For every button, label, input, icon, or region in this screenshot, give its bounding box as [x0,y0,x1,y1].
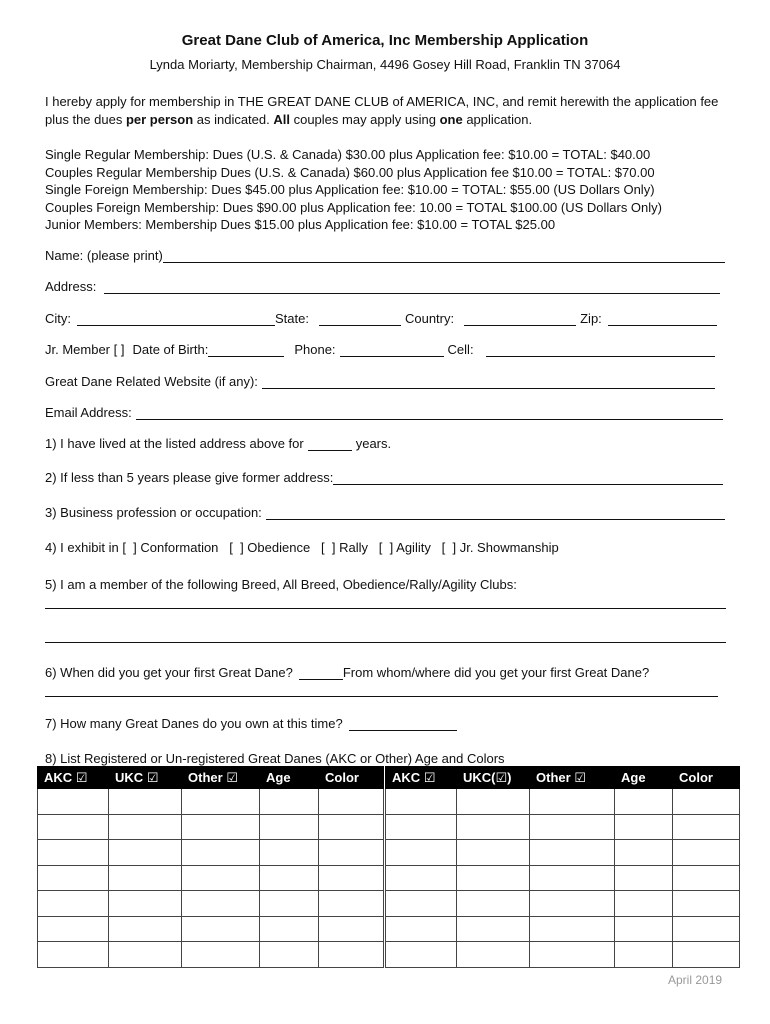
table-cell[interactable] [319,789,384,815]
table-cell[interactable] [109,891,182,917]
table-cell[interactable] [109,865,182,891]
table-cell[interactable] [109,814,182,840]
table-cell[interactable] [38,814,109,840]
table-cell[interactable] [530,814,615,840]
table-cell[interactable] [260,840,319,866]
fee-list [45,146,662,234]
name-label: Name: (please print) [45,248,163,263]
table-cell[interactable] [386,891,457,917]
q2-label: 2) If less than 5 years please give former address: [45,470,334,485]
header-akc: AKC ☑ [386,767,457,789]
table-cell[interactable] [530,840,615,866]
table-cell[interactable] [615,942,673,968]
table-cell[interactable] [457,789,530,815]
table-row [386,865,740,891]
table-cell[interactable] [530,891,615,917]
clubs-line-2[interactable] [45,642,726,643]
header-other: Other ☑ [182,767,260,789]
table-cell[interactable] [386,789,457,815]
table-cell[interactable] [319,814,384,840]
zip-label: Zip: [580,311,602,326]
table-cell[interactable] [386,840,457,866]
zip-field[interactable] [608,311,717,326]
table-cell[interactable] [457,814,530,840]
state-field[interactable] [319,311,401,326]
fee-line: Couples Regular Membership Dues (U.S. & Canada) $60.00 plus Application fee $10.00 = TOTAL: $70.00 [45,164,655,180]
right-table-body [386,789,740,968]
table-cell[interactable] [182,942,260,968]
intro-paragraph: I hereby apply for membership in THE GREAT DANE CLUB of AMERICA, INC, and remit herewith the application fee plus the dues per person as indicated. All couples may apply using one application. [45,94,719,127]
form-subtitle: Lynda Moriarty, Membership Chairman, 4496 Gosey Hill Road, Franklin TN 37064 [149,57,621,72]
question-4-exhibit-options[interactable]: 4) I exhibit in [ ] Conformation [ ] Obedience [ ] Rally [ ] Agility [ ] Jr. Showmanship [45,540,559,555]
header-color: Color [319,767,384,789]
table-cell[interactable] [109,840,182,866]
fee-line: Junior Members: Membership Dues $15.00 plus Application fee: $10.00 = TOTAL $25.00 [45,217,556,232]
question-5: 5) I am a member of the following Breed, All Breed, Obedience/Rally/Agility Clubs: [45,577,517,592]
q1-label: 1) I have lived at the listed address above for [45,436,304,451]
table-cell[interactable] [615,814,673,840]
table-cell[interactable] [319,891,384,917]
table-cell[interactable] [615,840,673,866]
years-field[interactable] [308,436,352,451]
table-cell[interactable] [260,814,319,840]
jr-member-checkbox[interactable]: Jr. Member [ ] [45,342,125,357]
table-row [38,942,384,968]
table-row [38,814,384,840]
phone-field[interactable] [340,342,444,357]
header-ukc: UKC ☑ [109,767,182,789]
address-row [45,279,720,294]
dob-label: Date of Birth: [132,342,209,357]
question-3 [45,505,725,520]
table-cell[interactable] [615,916,673,942]
table-row [386,789,740,815]
personal-row [45,342,715,357]
table-row [38,916,384,942]
table-row [386,840,740,866]
city-label: City: [45,311,71,326]
q1-suffix: years. [355,436,392,451]
table-cell[interactable] [673,916,740,942]
fee-line: Single Foreign Membership: Dues $45.00 plus Application fee: $10.00 = TOTAL: $55.00 (US Dollars Only) [45,182,655,197]
table-cell[interactable] [386,916,457,942]
table-cell[interactable] [182,865,260,891]
left-table-body [38,789,384,968]
table-cell[interactable] [673,814,740,840]
danes-owned-field[interactable] [349,716,457,731]
city-field[interactable] [77,311,275,326]
table-cell[interactable] [530,916,615,942]
table-cell[interactable] [319,916,384,942]
table-cell[interactable] [457,840,530,866]
table-cell[interactable] [38,789,109,815]
email-label: Email Address: [45,405,132,420]
website-field[interactable] [262,374,715,389]
form-title: Great Dane Club of America, Inc Membership Application [181,32,589,49]
city-row [45,311,717,326]
table-cell[interactable] [319,942,384,968]
header-akc: AKC ☑ [38,767,109,789]
table-cell[interactable] [109,916,182,942]
header-color: Color [673,767,740,789]
table-row [386,942,740,968]
table-row [386,891,740,917]
phone-label: Phone: [294,342,336,357]
fee-line: Single Regular Membership: Dues (U.S. & Canada) $30.00 plus Application fee: $10.00 = TOTAL: $40.00 [45,147,651,162]
clubs-line-1[interactable] [45,608,726,609]
table-cell[interactable] [319,865,384,891]
state-label: State: [275,311,309,326]
table-cell[interactable] [457,942,530,968]
question-2 [45,470,723,485]
table-row [38,789,384,815]
table-cell[interactable] [386,942,457,968]
website-label: Great Dane Related Website (if any): [45,374,258,389]
table-cell[interactable] [182,814,260,840]
cell-label: Cell: [447,342,474,357]
question-1 [45,436,391,451]
table-row [38,891,384,917]
table-cell[interactable] [457,891,530,917]
table-row [386,916,740,942]
table-cell[interactable] [260,865,319,891]
table-cell[interactable] [530,942,615,968]
dogs-table-left [37,766,384,968]
table-cell[interactable] [457,916,530,942]
question-8: 8) List Registered or Un-registered Great Danes (AKC or Other) Age and Colors [45,751,505,766]
website-row [45,374,715,389]
table-cell[interactable] [182,840,260,866]
table-cell[interactable] [673,891,740,917]
fee-line: Couples Foreign Membership: Dues $90.00 plus Application fee: 10.00 = TOTAL $100.00 (US Dollars Only) [45,199,662,215]
header-age: Age [615,767,673,789]
table-cell[interactable] [530,865,615,891]
table-cell[interactable] [673,840,740,866]
table-cell[interactable] [109,789,182,815]
table-cell[interactable] [386,814,457,840]
occupation-field[interactable] [266,505,725,520]
cell-field[interactable] [486,342,715,357]
address-label: Address: [45,279,97,294]
table-cell[interactable] [260,789,319,815]
header-age: Age [260,767,319,789]
q6-label-b: From whom/where did you get your first Great Dane? [342,665,650,680]
q7-label: 7) How many Great Danes do you own at this time? [45,716,343,731]
country-field[interactable] [464,311,576,326]
table-cell[interactable] [260,891,319,917]
table-cell[interactable] [673,789,740,815]
table-cell[interactable] [38,865,109,891]
table-cell[interactable] [615,891,673,917]
table-cell[interactable] [615,789,673,815]
table-cell[interactable] [319,840,384,866]
table-cell[interactable] [182,789,260,815]
table-cell[interactable] [38,942,109,968]
table-cell[interactable] [260,916,319,942]
q3-label: 3) Business profession or occupation: [45,505,262,520]
question-6 [45,665,649,680]
table-cell[interactable] [260,942,319,968]
email-row [45,405,723,420]
table-cell[interactable] [182,916,260,942]
table-cell[interactable] [182,891,260,917]
header-other: Other ☑ [530,767,615,789]
table-cell[interactable] [673,865,740,891]
table-cell[interactable] [109,942,182,968]
table-row [38,865,384,891]
table-cell[interactable] [615,865,673,891]
dob-field[interactable] [208,342,284,357]
dogs-table-right [385,766,740,968]
table-cell[interactable] [457,865,530,891]
table-cell[interactable] [38,891,109,917]
table-cell[interactable] [38,916,109,942]
table-cell[interactable] [38,840,109,866]
name-row [45,248,725,263]
email-field[interactable] [136,405,723,420]
footer-date: April 2019 [668,973,723,987]
first-dane-source-line[interactable] [45,696,718,697]
table-row [386,814,740,840]
first-dane-date-field[interactable] [299,665,343,680]
q6-label: 6) When did you get your first Great Dane? [45,665,293,680]
country-label: Country: [404,311,455,326]
table-cell[interactable] [530,789,615,815]
header-ukc: UKC(☑) [457,767,530,789]
address-field[interactable] [104,279,720,294]
table-cell[interactable] [386,865,457,891]
former-address-field[interactable] [333,470,723,485]
table-row [38,840,384,866]
question-7 [45,716,457,731]
table-cell[interactable] [673,942,740,968]
name-field[interactable] [163,248,725,263]
